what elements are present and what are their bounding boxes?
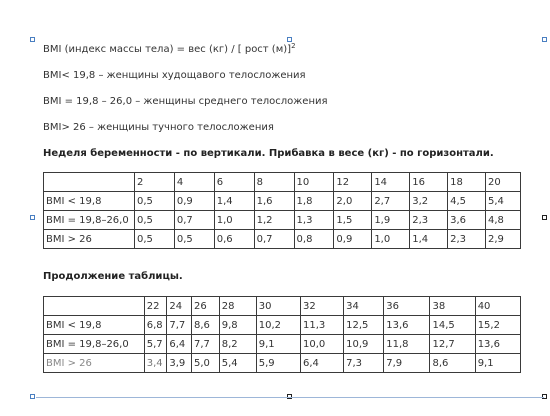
table-cell: 11,3	[300, 316, 343, 335]
table-header-cell: 14	[372, 173, 410, 192]
table-cell: 13,6	[384, 316, 430, 335]
table-cell: 15,2	[475, 316, 520, 335]
table-row	[44, 230, 521, 249]
continuation-heading: Продолжение таблицы.	[43, 271, 183, 282]
table-cell: 4,8	[485, 211, 520, 230]
table-header-row	[44, 173, 521, 192]
table-header-cell: 18	[448, 173, 486, 192]
table-cell: 6,4	[300, 354, 343, 373]
table-cell: 0,9	[174, 192, 214, 211]
table-cell: 0,5	[134, 230, 174, 249]
table-header-row	[44, 297, 521, 316]
table-cell: 9,1	[256, 335, 300, 354]
table-header-cell: 32	[300, 297, 343, 316]
table-cell: 3,4	[144, 354, 167, 373]
row-label-cell: BMI < 19,8	[44, 316, 145, 335]
table-row	[44, 211, 521, 230]
table-cell: 8,6	[192, 316, 220, 335]
table-header-cell: 16	[410, 173, 448, 192]
table-cell: 7,9	[384, 354, 430, 373]
table-cell: 0,5	[174, 230, 214, 249]
table-cell: 1,2	[254, 211, 294, 230]
table-cell: 0,5	[134, 192, 174, 211]
table-cell: 10,9	[344, 335, 384, 354]
row-label-cell: BMI > 26	[44, 230, 135, 249]
row-label-cell: BMI = 19,8–26,0	[44, 335, 145, 354]
table-cell: 1,0	[372, 230, 410, 249]
table-cell: 0,6	[214, 230, 254, 249]
table-header-cell: 40	[475, 297, 520, 316]
weight-gain-table-weeks-22-40	[43, 296, 521, 373]
table-cell: 5,9	[256, 354, 300, 373]
table-cell: 2,3	[410, 211, 448, 230]
table-cell: 12,7	[430, 335, 475, 354]
table-cell: 7,3	[344, 354, 384, 373]
table-cell: 1,4	[410, 230, 448, 249]
table-cell: 8,6	[430, 354, 475, 373]
table-cell: 7,7	[167, 316, 192, 335]
table-cell: 5,0	[192, 354, 220, 373]
table-cell: 5,7	[144, 335, 167, 354]
table-cell: 6,4	[167, 335, 192, 354]
table-header-cell: 2	[134, 173, 174, 192]
table-cell: 7,7	[192, 335, 220, 354]
table-cell: 3,9	[167, 354, 192, 373]
table-cell: 1,0	[214, 211, 254, 230]
table-cell: 0,7	[254, 230, 294, 249]
row-label-cell: BMI = 19,8–26,0	[44, 211, 135, 230]
table-header-cell	[44, 173, 135, 192]
table-header-cell: 10	[294, 173, 334, 192]
table-cell: 2,3	[448, 230, 486, 249]
table-cell: 5,4	[485, 192, 520, 211]
table-cell: 4,5	[448, 192, 486, 211]
table-header-cell: 22	[144, 297, 167, 316]
table-cell: 1,3	[294, 211, 334, 230]
table-cell: 9,1	[475, 354, 520, 373]
table-row	[44, 335, 521, 354]
table-cell: 0,7	[174, 211, 214, 230]
table-header-cell: 8	[254, 173, 294, 192]
table-cell: 0,9	[334, 230, 372, 249]
table-header-cell: 38	[430, 297, 475, 316]
table-cell: 2,7	[372, 192, 410, 211]
selection-border	[36, 397, 544, 398]
table-cell: 2,0	[334, 192, 372, 211]
table-cell: 1,9	[372, 211, 410, 230]
table-header-cell: 12	[334, 173, 372, 192]
table-cell: 9,8	[219, 316, 256, 335]
bmi-average-line: BMI = 19,8 – 26,0 – женщины среднего телосложения	[43, 96, 328, 107]
table-header-cell: 36	[384, 297, 430, 316]
table-cell: 14,5	[430, 316, 475, 335]
table-cell: 3,2	[410, 192, 448, 211]
row-label-cell: BMI > 26	[44, 354, 145, 373]
resize-handle-middle-right[interactable]	[542, 215, 547, 220]
table-cell: 8,2	[219, 335, 256, 354]
table-header-cell: 28	[219, 297, 256, 316]
table-cell: 1,8	[294, 192, 334, 211]
table-header-cell: 6	[214, 173, 254, 192]
table-row	[44, 316, 521, 335]
table-cell: 13,6	[475, 335, 520, 354]
row-label-cell: BMI < 19,8	[44, 192, 135, 211]
bmi-heavy-line: BMI> 26 – женщины тучного телосложения	[43, 122, 274, 133]
table-row	[44, 192, 521, 211]
table-cell: 1,4	[214, 192, 254, 211]
table-cell: 0,5	[134, 211, 174, 230]
table-row	[44, 354, 521, 373]
table-cell: 10,2	[256, 316, 300, 335]
table-cell: 0,8	[294, 230, 334, 249]
table-header-cell: 24	[167, 297, 192, 316]
table-header-cell: 20	[485, 173, 520, 192]
table-cell: 2,9	[485, 230, 520, 249]
resize-handle-top-left[interactable]	[30, 37, 35, 42]
table-heading: Неделя беременности - по вертикали. Прибавка в весе (кг) - по горизонтали.	[43, 148, 494, 159]
table-header-cell: 4	[174, 173, 214, 192]
weight-gain-table-weeks-2-20	[43, 172, 521, 249]
table-cell: 1,5	[334, 211, 372, 230]
table-header-cell: 34	[344, 297, 384, 316]
table-cell: 5,4	[219, 354, 256, 373]
table-cell: 11,8	[384, 335, 430, 354]
table-cell: 10,0	[300, 335, 343, 354]
table-header-cell	[44, 297, 145, 316]
table-cell: 1,6	[254, 192, 294, 211]
table-header-cell: 26	[192, 297, 220, 316]
table-cell: 3,6	[448, 211, 486, 230]
bmi-thin-line: BMI< 19,8 – женщины худощавого телосложения	[43, 70, 306, 81]
table-header-cell: 30	[256, 297, 300, 316]
resize-handle-middle-left[interactable]	[30, 215, 35, 220]
table-cell: 6,8	[144, 316, 167, 335]
resize-handle-top-right[interactable]	[542, 37, 547, 42]
table-cell: 12,5	[344, 316, 384, 335]
bmi-formula-line: BMI (индекс массы тела) = вес (кг) / [ рост (м)]$^2$	[43, 42, 296, 55]
resize-handle-bottom-left[interactable]	[30, 394, 35, 399]
